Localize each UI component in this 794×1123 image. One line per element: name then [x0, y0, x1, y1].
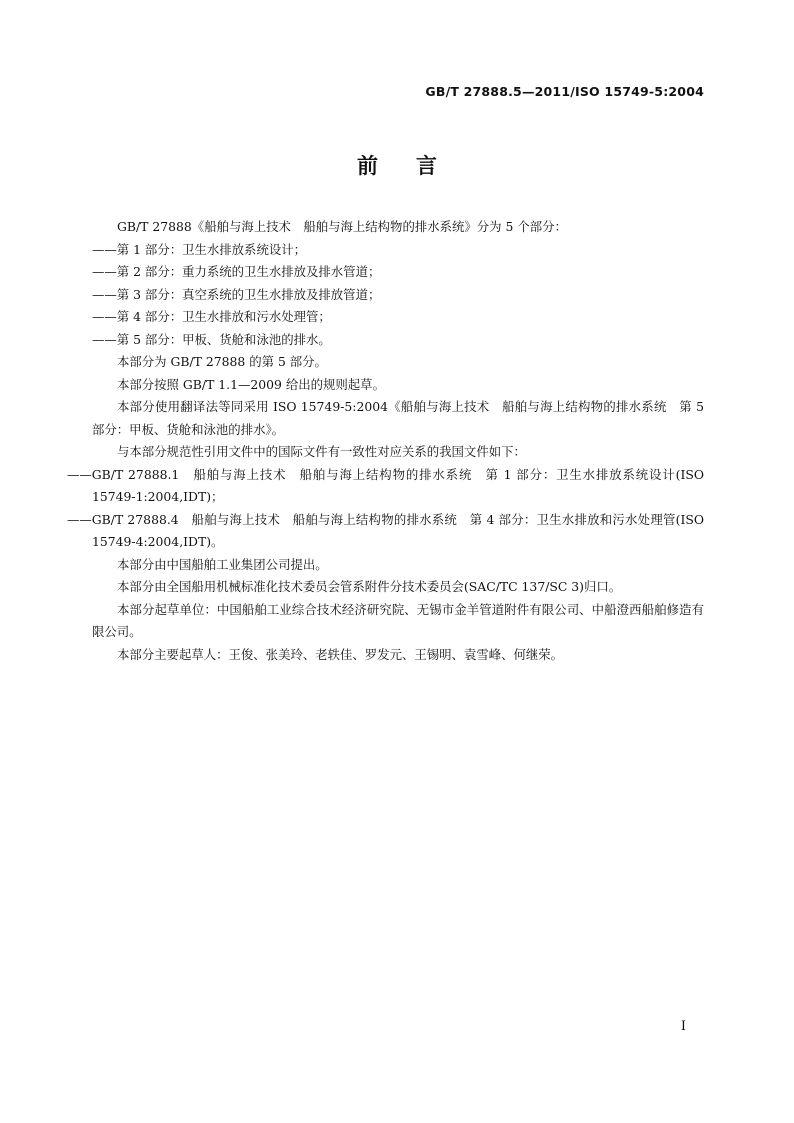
list-item-part-2: ——第 2 部分：重力系统的卫生水排放及排水管道；	[92, 264, 381, 279]
paragraph-part-number: 本部分为 GB/T 27888 的第 5 部分。	[117, 354, 327, 369]
foreword-body	[67, 216, 704, 666]
list-item-part-1: ——第 1 部分：卫生水排放系统设计；	[92, 241, 307, 257]
list-item-reference-1: ——GB/T 27888.1 船舶与海上技术 船舶与海上结构物的排水系统 第 1 部分：卫生水排放系统设计(ISO 15749-1:2004,IDT)；	[67, 466, 704, 504]
paragraph-proposer: 本部分由中国船舶工业集团公司提出。	[117, 556, 328, 572]
page-title: 前言	[357, 154, 475, 178]
paragraph-drafting-units: 本部分起草单位：中国船舶工业综合技术经济研究院、无锡市金羊管道附件有限公司、中船澄西船舶修造有限公司。	[92, 601, 704, 639]
paragraph-drafting-rules: 本部分按照 GB/T 1.1—2009 给出的规则起草。	[117, 376, 385, 392]
list-item-reference-4: ——GB/T 27888.4 船舶与海上技术 船舶与海上结构物的排水系统 第 4 部分：卫生水排放和污水处理管(ISO 15749-4:2004,IDT)。	[67, 511, 704, 549]
page-number: I	[680, 1019, 686, 1034]
paragraph-drafters: 本部分主要起草人：王俊、张美玲、老轶佳、罗发元、王锡明、袁雪峰、何继荣。	[117, 646, 564, 662]
list-item-part-3: ——第 3 部分：真空系统的卫生水排放及排放管道；	[92, 286, 381, 302]
list-item-part-5: ——第 5 部分：甲板、货舱和泳池的排水。	[92, 331, 331, 347]
paragraph-adoption: 本部分使用翻译法等同采用 ISO 15749-5:2004《船舶与海上技术 船舶与海上结构物的排水系统 第 5 部分：甲板、货舱和泳池的排水》。	[92, 399, 704, 437]
list-item-part-4: ——第 4 部分：卫生水排放和污水处理管；	[92, 309, 331, 324]
paragraph-intro: GB/T 27888《船舶与海上技术 船舶与海上结构物的排水系统》分为 5 个部分：	[117, 219, 567, 234]
paragraph-committee: 本部分由全国船用机械标准化技术委员会管系附件分技术委员会(SAC/TC 137/SC 3)归口。	[117, 579, 622, 594]
paragraph-references-intro: 与本部分规范性引用文件中的国际文件有一致性对应关系的我国文件如下：	[117, 444, 526, 459]
standard-code: GB/T 27888.5—2011/ISO 15749-5:2004	[425, 84, 704, 99]
